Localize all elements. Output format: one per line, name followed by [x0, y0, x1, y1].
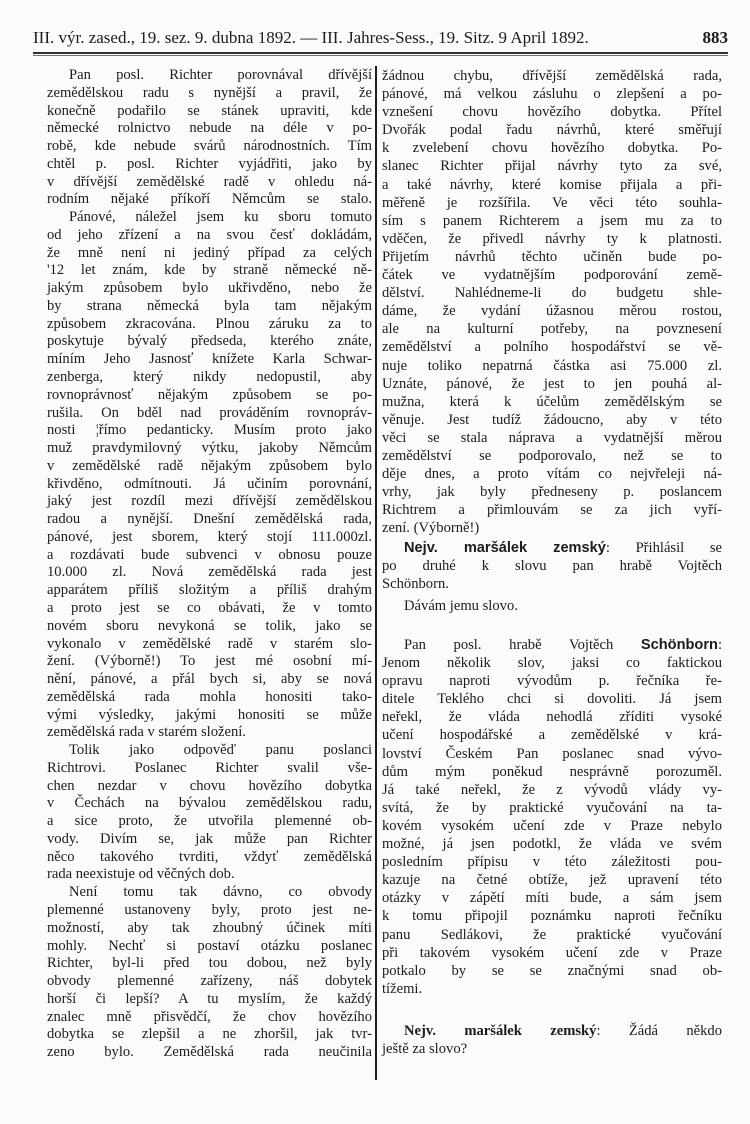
line-text: obvody plemenné zařízeny, náš dobytek: [47, 973, 372, 990]
line-text: pánové, má velkou zásluhu o zlepšení a po-: [382, 86, 722, 103]
line-text: : Žádá někdo: [596, 1023, 723, 1039]
line-text: věnuje. Jest tudíž žádoucno, aby v této: [382, 411, 722, 428]
text-line: [47, 724, 372, 742]
header-rule: [33, 52, 728, 54]
text-line: [47, 795, 372, 813]
text-line: [47, 156, 372, 174]
text-line: [47, 493, 372, 511]
text-line: [382, 654, 722, 672]
line-text: jakým způsobem bylo ukřivděno, nebo že: [47, 280, 372, 297]
line-text: Pánové, náležel jsem ku sboru tomuto: [69, 209, 372, 226]
text-line: [382, 781, 722, 799]
line-text: zemědělství a polního hospodářství se vě-: [382, 339, 722, 356]
text-line: [47, 174, 372, 192]
line-text: a proto jest se co obávati, že v tomto: [47, 599, 372, 616]
line-text: dělství. Nahlédneme-li do budgetu shle-: [382, 285, 722, 302]
line-text: plemenné ustanoveny byly, proto jest ne-: [47, 901, 372, 918]
marshal-give-floor: [382, 597, 722, 615]
text-line: [382, 338, 722, 356]
text-line: [382, 871, 722, 889]
text-line: [47, 689, 372, 707]
text-line: [382, 393, 722, 411]
line-text: konečně podařilo se stánek upraviti, kde: [47, 102, 372, 119]
line-text: opravu naproti vývodům p. řečníka ře-: [382, 673, 722, 690]
line-text: zení. (Výborně!): [382, 520, 480, 537]
text-line: [47, 1009, 372, 1027]
line-text: Uznáte, pánové, že jest to jen pouhá al-: [382, 375, 722, 392]
text-line: [382, 157, 722, 175]
line-text: mužna, která k účelům zemědělským se: [382, 393, 722, 410]
text-line: [47, 955, 372, 973]
line-text: rovnoprávnosť nějakým způsobem se po-: [47, 386, 372, 403]
line-text: při takovém vysokém učení zde v Praze: [382, 944, 722, 961]
line-text: žádnou chybu, dřívější zemědělská rada,: [382, 68, 722, 84]
line-text: Není tomu tak dávno, co obvody: [69, 884, 372, 901]
text-line: [382, 212, 722, 230]
column-divider: [375, 66, 377, 1080]
line-text: znalec mně přisvědčí, že chov hovězího: [47, 1008, 372, 1025]
text-line: [382, 302, 722, 320]
text-line: [382, 230, 722, 248]
line-text: učení hospodářské a zemědělské v krá-: [382, 727, 722, 744]
line-text: 10.000 zl. Nová zemědělská rada jest: [47, 564, 372, 581]
text-line: [47, 280, 372, 298]
text-line: [382, 465, 722, 483]
text-line: [382, 320, 722, 338]
text-line: [382, 926, 722, 944]
line-text: vděčen, že přivedl návrhy ty k platnosti.: [382, 230, 722, 247]
text-line: [382, 85, 722, 103]
text-line: [382, 708, 722, 726]
line-text: Schönborn.: [382, 576, 449, 593]
text-line: [382, 357, 722, 375]
line-text: vody. Divím se, jak může pan Richter: [47, 830, 372, 847]
text-line: [382, 962, 722, 980]
text-line: [47, 529, 372, 547]
line-text: že mně není ni jediný případ za celých: [47, 244, 372, 261]
line-text: a rozdávati bude subvenci v obnosu pouze: [47, 546, 372, 563]
text-line: [382, 907, 722, 925]
text-line: [47, 938, 372, 956]
line-text: radou a nynější. Dnešní zemědělská rada,: [47, 511, 372, 528]
text-line: [47, 1044, 372, 1062]
line-text: Tolik jako odpověď panu poslanci: [69, 742, 372, 759]
text-line: [47, 316, 372, 334]
schoenborn-speech: [382, 636, 722, 998]
line-text: něco takového tvrditi, vždyť zemědělská: [47, 848, 372, 865]
text-line: [47, 227, 372, 245]
text-line: [382, 726, 722, 744]
line-text: neřekl, že vláda nehodlá zříditi vysoké: [382, 709, 722, 726]
line-text: vznešení chovu hovězího dobytka. Přítel: [382, 104, 722, 121]
left-column: [47, 67, 372, 1062]
line-text: zemědělská rada v starém složení.: [47, 724, 246, 741]
line-text: Dávám jemu slovo.: [404, 598, 518, 614]
text-line: [47, 440, 372, 458]
line-text: měřeně je rozšířila. Ve věci této souhla-: [382, 194, 722, 211]
line-text: novém sboru nevykoná se tolik, jako se: [47, 617, 372, 634]
line-text: dáme, že vydání úžasnou měrou rostou,: [382, 303, 722, 320]
line-text: nění, pánové, a přál bych si, aby se nová: [47, 671, 372, 688]
line-text: otázky v zápětí míti bude, a sám jsem: [382, 890, 722, 907]
text-line: [47, 671, 372, 689]
text-line: [382, 763, 722, 781]
text-line: [382, 375, 722, 393]
line-text: Pan posl. Richter porovnával dřívější: [69, 67, 372, 83]
line-text: ditele Teklého chci si dovoliti. Já jsem: [382, 691, 722, 708]
line-text: jaký jest rozdíl mezi dřívější zemědělskou: [47, 493, 372, 510]
text-line: [47, 582, 372, 600]
text-line: [47, 511, 372, 529]
text-line: [382, 429, 722, 447]
text-line: [382, 944, 722, 962]
line-text: potkalo by se se značnými snad ob-: [382, 962, 722, 979]
line-text: a sice proto, že utvořila plemenné ob-: [47, 813, 372, 830]
line-text: Já také neřekl, že z vývodů vlády vy-: [382, 781, 722, 798]
text-line: [47, 813, 372, 831]
text-line: [47, 120, 372, 138]
line-text: robě, kde nebude svárů národnostních. Tím: [47, 138, 372, 155]
text-line: [382, 690, 722, 708]
text-line: [47, 742, 372, 760]
text-line: [47, 849, 372, 867]
line-text: čátek ve vydatnějším podporování země-: [382, 267, 722, 284]
line-text: : Přihlásil se: [605, 540, 722, 556]
text-line: [382, 980, 722, 998]
text-line: [382, 799, 722, 817]
text-line: [47, 405, 372, 423]
text-line: [47, 884, 372, 902]
text-line: [382, 1040, 722, 1058]
running-header: [33, 28, 728, 50]
line-text: rušila. On bděl nad prováděním rovnopráv-: [47, 404, 372, 421]
text-line: [47, 103, 372, 121]
line-text: rada neexistuje od věčných dob.: [47, 866, 235, 883]
text-line: [47, 245, 372, 263]
line-text: posledním přípisu v této záležitosti pou-: [382, 854, 722, 871]
line-text: k zvelebení chovu hovězího dobytka. Po-: [382, 140, 722, 157]
text-line: [382, 103, 722, 121]
text-line: [382, 539, 722, 557]
text-line: [382, 557, 722, 575]
text-line: [47, 618, 372, 636]
speaker-name: Schönborn: [640, 637, 718, 653]
header-german: III. Jahres-Sess., 19. Sitz. 9 April 1892.: [321, 28, 589, 47]
text-line: [47, 476, 372, 494]
text-line: [47, 564, 372, 582]
text-line: [47, 422, 372, 440]
text-line: [47, 707, 372, 725]
text-line: [382, 266, 722, 284]
text-line: [47, 138, 372, 156]
line-text: míním Jeho Jasnosť knížete Karla Schwar-: [47, 351, 372, 368]
line-text: kazuje na četné obtíže, jež upravení této: [382, 872, 722, 889]
line-text: tížemi.: [382, 980, 423, 997]
line-text: zemědělství se podporovalo, než se to: [382, 447, 722, 464]
line-text: způsobem zkracována. Plnou záruku za to: [47, 315, 372, 332]
text-line: [47, 191, 372, 209]
text-line: [382, 248, 722, 266]
text-line: [382, 889, 722, 907]
line-text: pánové, jest sborem, který stojí 111.000zl.: [47, 528, 372, 545]
line-text: apparátem příliš složitým a příliš drahým: [47, 582, 372, 599]
text-line: [47, 351, 372, 369]
line-text: Přijetím návrhů těchto učiněn bude po-: [382, 248, 722, 265]
line-text: zemědělskou radu s nynější a pravil, že: [47, 84, 372, 101]
line-text: vykonalo v zemědělské radě v starém slo-: [47, 635, 372, 652]
text-line: [47, 547, 372, 565]
line-text: nuje toliko nepatrná částka asi 75.000 zl.: [382, 357, 722, 374]
line-text: Richtrovi. Poslanec Richter svalil vše-: [47, 759, 372, 776]
speaker-name: Nejv. maršálek zemský: [404, 1023, 597, 1039]
text-line: [47, 653, 372, 671]
text-line: [47, 333, 372, 351]
line-text: k tomu připojil poznámku naproti řečníku: [382, 908, 722, 925]
line-text: ještě za slovo?: [382, 1041, 468, 1058]
line-text: rodním nějaké příkoří Němcům se stalo.: [47, 191, 372, 208]
line-text: v zemědělské radě nějakým způsobem bylo: [47, 457, 372, 474]
line-text: možné, já jsen podotkl, že vláda ve svém: [382, 836, 722, 853]
text-line: [382, 636, 722, 654]
line-text: slanec Richter přijal návrhy tyto za své,: [382, 158, 722, 175]
line-text: '12 let znám, kde by straně německé ně-: [47, 262, 372, 279]
text-line: [47, 600, 372, 618]
line-text: vrhy, jak byly předneseny p. poslancem: [382, 484, 722, 501]
line-text: ale na kulturní potřeby, na povznesení: [382, 321, 722, 338]
text-line: [47, 973, 372, 991]
text-line: [382, 483, 722, 501]
text-line: [382, 447, 722, 465]
line-text: Dvořák podal řadu návrhů, které směřují: [382, 122, 722, 139]
line-text: žení. (Výborně!) To jest mé osobní mí-: [47, 653, 372, 670]
text-line: [47, 298, 372, 316]
text-line: [47, 902, 372, 920]
text-line: [382, 139, 722, 157]
text-line: [47, 778, 372, 796]
line-text: panu Sedlákovi, že praktické vyučování: [382, 926, 722, 943]
line-text: sím s panem Richterem a jsem mu za to: [382, 212, 722, 229]
speech-continuation: [382, 67, 722, 537]
line-text: věci se stala náprava a vydatnější měrou: [382, 429, 722, 446]
line-text: horší či lepší? A tu myslím, že každý: [47, 990, 372, 1007]
text-line: [382, 835, 722, 853]
line-text: Richter, byl-li před tou dobou, než byly: [47, 955, 372, 972]
text-line: [47, 760, 372, 778]
line-text: by strana německá byla tam nějakým: [47, 297, 372, 314]
line-text: kovém vysokém učení zde v Praze nebylo: [382, 817, 722, 834]
line-text: zenberga, který nikdy nedopustil, aby: [47, 369, 372, 386]
line-text: svítá, že by praktické vyučování na ta-: [382, 799, 722, 816]
marshal-announcement: [382, 539, 722, 593]
text-line: [47, 636, 372, 654]
text-line: [382, 745, 722, 763]
line-text: děje dnes, a proto vítám co nejvřeleji ná-: [382, 466, 722, 483]
text-line: [382, 1022, 722, 1040]
text-line: [47, 369, 372, 387]
line-text: německé rolnictvo nebude na déle v po-: [47, 120, 372, 137]
text-line: [382, 411, 722, 429]
text-line: [47, 387, 372, 405]
line-text: po druhé k slovu pan hrabě Vojtěch: [382, 558, 722, 575]
text-line: [47, 920, 372, 938]
line-text: možností, aby tak zhoubný účinek míti: [47, 919, 372, 936]
page-number: 883: [702, 28, 728, 47]
text-line: [47, 831, 372, 849]
line-text: poskytuje bývalý předseda, kterého znáte,: [47, 333, 372, 350]
text-line: [382, 853, 722, 871]
header-czech: III. výr. zased., 19. sez. 9. dubna 1892. — III. Jahres-Sess., 19. Sitz. 9 April 1892.: [33, 28, 589, 47]
line-text: v dřívější zemědělské radě v ohledu ná-: [47, 173, 372, 190]
text-line: [47, 991, 372, 1009]
text-line: [47, 209, 372, 227]
line-text: Richtrem a přimlouvám se za jich vyří-: [382, 502, 722, 519]
text-line: [382, 817, 722, 835]
line-text: chtěl p. posl. Richter vyjádřiti, jako by: [47, 155, 372, 172]
text-line: [47, 866, 372, 884]
line-text: zemědělská rada mohla honositi tako-: [47, 688, 372, 705]
text-line: [382, 575, 722, 593]
text-line: [382, 194, 722, 212]
speaker-name: Nejv. maršálek zemský: [404, 540, 606, 556]
line-text: chen nezdar v chovu hovězího dobytka: [47, 777, 372, 794]
line-text: zeno bylo. Zemědělská rada neučinila: [47, 1044, 372, 1061]
text-line: [382, 672, 722, 690]
text-line: [382, 176, 722, 194]
line-text: křivděno, odmítnouti. Já učiním porovnání,: [47, 475, 372, 492]
text-line: [382, 597, 722, 615]
text-line: [382, 284, 722, 302]
line-text: Jenom několik slov, jaksi co faktickou: [382, 655, 722, 672]
marshal-question: [382, 1022, 722, 1058]
text-line: [382, 121, 722, 139]
text-line: [47, 262, 372, 280]
text-line: [47, 67, 372, 85]
line-text: mohly. Nechť si postaví otázku poslanec: [47, 937, 372, 954]
text-line: [47, 458, 372, 476]
header-rule-thin: [33, 55, 728, 56]
text-line: [382, 519, 722, 537]
line-text: dům mým poněkud nesprávně porozuměl.: [382, 763, 722, 780]
line-text: dobytka se zlepšil a ne zhoršil, jak tvr-: [47, 1026, 372, 1043]
speaker-intro: Pan posl. hrabě Vojtěch: [404, 637, 641, 653]
text-line: [382, 501, 722, 519]
line-text: v Čechách na bývalou zemědělskou radu,: [47, 795, 372, 812]
line-text: od jeho zřízení a na svou česť dokládám,: [47, 226, 372, 243]
line-text: lovství Českém Pan poslanec snad vývo-: [382, 745, 722, 762]
line-text: nosti ¦římo pedanticky. Musím proto jako: [47, 422, 372, 439]
line-text: :: [717, 637, 722, 653]
line-text: a také návrhy, které komise přijala a při-: [382, 176, 722, 193]
line-text: vými výsledky, jakými honositi se může: [47, 706, 372, 723]
line-text: muž pravdymilovný výtku, jakoby Němcům: [47, 440, 372, 457]
text-line: [47, 85, 372, 103]
text-line: [382, 67, 722, 85]
text-line: [47, 1026, 372, 1044]
